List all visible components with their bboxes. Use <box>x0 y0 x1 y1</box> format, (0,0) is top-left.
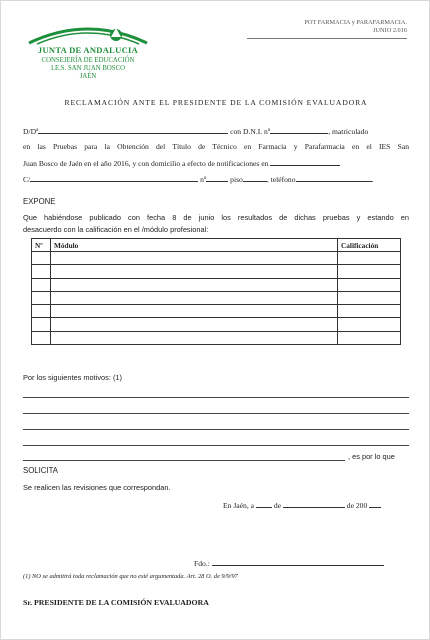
table-row <box>32 278 401 291</box>
logo-ies: I.E.S. SAN JUAN BOSCO <box>50 65 126 72</box>
header-rule <box>247 38 407 39</box>
logo-title: JUNTA DE ANDALUCIA <box>37 45 139 55</box>
table-row <box>32 331 401 344</box>
date-de-1: de <box>273 501 281 510</box>
cell-module[interactable] <box>51 318 338 331</box>
recipient: Sr. PRESIDENTE DE LA COMISIÓN EVALUADORA <box>23 598 209 607</box>
number-field[interactable] <box>206 174 228 182</box>
junta-andalucia-logo <box>23 19 153 94</box>
table-row <box>32 252 401 265</box>
cell-grade[interactable] <box>338 291 401 304</box>
page-title: RECLAMACIÓN ANTE EL PRESIDENTE DE LA COMISIÓN EVALUADORA <box>64 98 368 107</box>
signature-line <box>194 558 384 568</box>
cell-grade[interactable] <box>338 305 401 318</box>
motivos-ending: , es por lo que <box>348 452 395 461</box>
table-row <box>32 305 401 318</box>
expone-heading: EXPONE <box>23 197 56 206</box>
domicilio-text: Juan Bosco de Jaén en el año 2016, y con domicilio a efecto de notificaciones en <box>23 159 269 168</box>
street-field[interactable] <box>30 174 198 182</box>
cell-number[interactable] <box>32 331 51 344</box>
table-row <box>32 318 401 331</box>
domicilio-field[interactable] <box>270 158 340 166</box>
cell-module[interactable] <box>51 305 338 318</box>
number-label: nº <box>200 175 207 184</box>
motivos-label: Por los siguientes motivos: (1) <box>23 373 122 382</box>
col-number-header: Nº <box>32 239 51 252</box>
motivos-line-3[interactable] <box>23 429 409 430</box>
cell-module[interactable] <box>51 278 338 291</box>
table-row <box>32 265 401 278</box>
col-module-header: Módulo <box>51 239 338 252</box>
form-line-2: en las Pruebas para la Obtención del Título de Técnico en Farmacia y Parafarmacia en el IES San <box>23 142 409 151</box>
date-de-2: de 200 <box>346 501 368 510</box>
table-header-row <box>32 239 401 252</box>
cell-number[interactable] <box>32 278 51 291</box>
expone-line-1: Que habiéndose publicado con fecha 8 de junio los resultados de dichas pruebas y estando en <box>23 213 409 222</box>
month-field[interactable] <box>283 500 345 508</box>
logo-city: JAÉN <box>79 73 97 80</box>
cell-grade[interactable] <box>338 252 401 265</box>
date-line <box>223 500 381 510</box>
cell-number[interactable] <box>32 318 51 331</box>
expone-line-2: desacuerdo con la calificación en el /módulo profesional: <box>23 225 209 234</box>
logo-consejeria: CONSEJERÍA DE EDUCACIÓN <box>41 57 135 64</box>
cell-grade[interactable] <box>338 265 401 278</box>
cell-number[interactable] <box>32 252 51 265</box>
dni-label: con D.N.I. nº <box>230 127 271 136</box>
footnote: (1) NO se admitirá toda reclamación que no esté argumentada. Art. 28 O. de 9/9/97 <box>23 573 238 580</box>
cell-number[interactable] <box>32 291 51 304</box>
cell-grade[interactable] <box>338 318 401 331</box>
table-row <box>32 291 401 304</box>
col-grade-header: Calificación <box>338 239 401 252</box>
header-course: POT FARMACIA y PARAFARMACIA. <box>304 19 407 26</box>
phone-label: , teléfono <box>266 175 296 184</box>
motivos-line-1[interactable] <box>23 397 409 398</box>
cell-module[interactable] <box>51 291 338 304</box>
cell-module[interactable] <box>51 331 338 344</box>
module-table <box>31 238 401 345</box>
cell-number[interactable] <box>32 265 51 278</box>
motivos-line-5[interactable] <box>23 460 345 461</box>
day-field[interactable] <box>256 500 272 508</box>
header-info <box>304 19 407 35</box>
matriculado-text: , matriculado <box>328 127 369 136</box>
name-field[interactable] <box>38 126 228 134</box>
phone-field[interactable] <box>296 174 372 182</box>
floor-field[interactable] <box>243 174 267 182</box>
cell-grade[interactable] <box>338 278 401 291</box>
form-line-4: C/ nº piso , teléfono . <box>23 175 374 184</box>
dd-label: D/Dª <box>23 127 39 136</box>
year-field[interactable] <box>369 500 381 508</box>
form-line-3 <box>23 158 340 168</box>
cell-number[interactable] <box>32 305 51 318</box>
form-line-1 <box>23 126 368 136</box>
date-prefix: En Jaén, a <box>223 501 254 510</box>
solicita-text: Se realicen las revisiones que correspondan. <box>23 483 171 492</box>
street-label: C/ <box>23 175 31 184</box>
motivos-line-2[interactable] <box>23 413 409 414</box>
solicita-heading: SOLICITA <box>23 466 58 475</box>
dni-field[interactable] <box>270 126 328 134</box>
signature-label: Fdo.: <box>194 559 210 568</box>
motivos-line-4[interactable] <box>23 445 409 446</box>
floor-label: piso <box>230 175 243 184</box>
cell-module[interactable] <box>51 252 338 265</box>
signature-field[interactable] <box>212 558 384 566</box>
cell-module[interactable] <box>51 265 338 278</box>
cell-grade[interactable] <box>338 331 401 344</box>
header-date: JUNIO 2.016 <box>373 27 407 34</box>
